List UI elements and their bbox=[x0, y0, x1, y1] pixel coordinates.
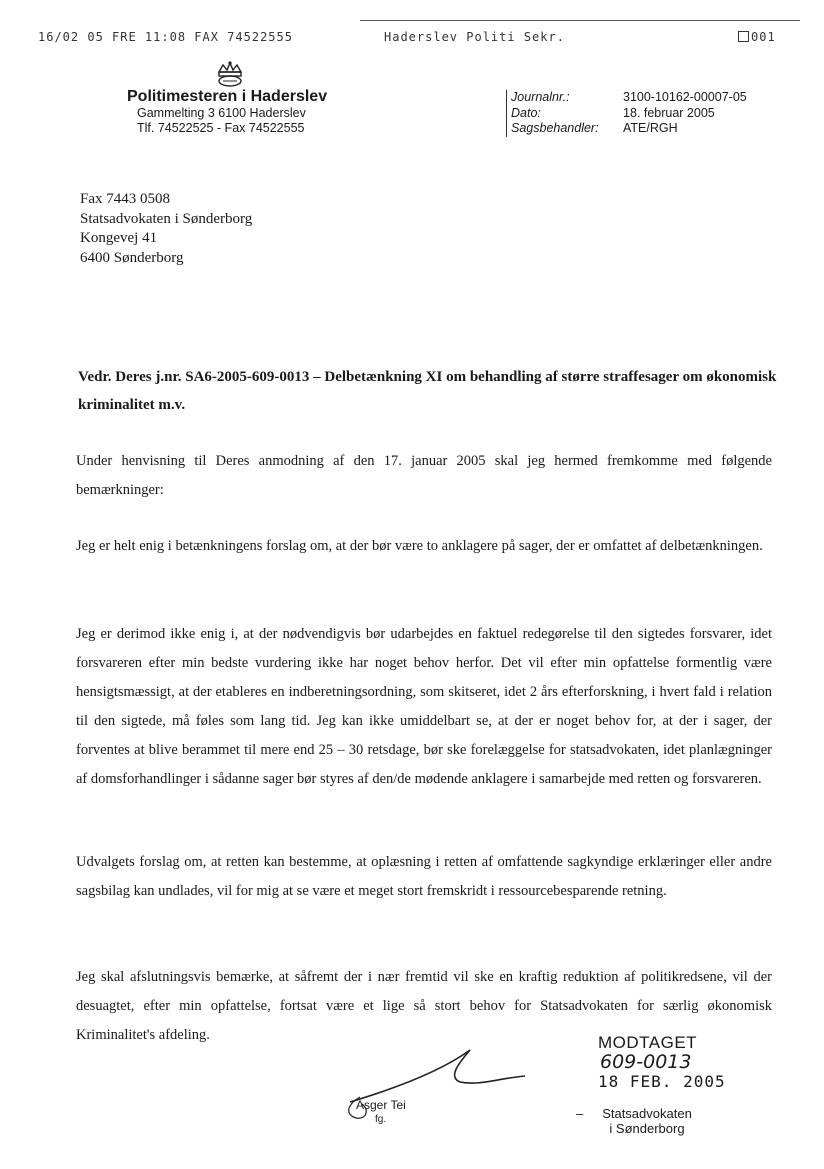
meta-label: Journalnr.: bbox=[511, 90, 570, 104]
sender-phone-fax: Tlf. 74522525 - Fax 74522555 bbox=[137, 121, 305, 135]
meta-row bbox=[511, 106, 801, 122]
meta-label: Dato: bbox=[511, 105, 541, 120]
fax-top-rule bbox=[360, 20, 800, 21]
meta-value: 3100-10162-00007-05 bbox=[623, 90, 747, 104]
meta-row bbox=[511, 90, 801, 106]
body-paragraph: Jeg skal afslutningsvis bemærke, at såfremt der i nær fremtid vil ske en kraftig reduktion af politikredsene, vil der desuagtet, efter min opfattelse, fortsat være et lige så stort behov for Statsadvokaten for særlig økonomisk Kriminalitet's afdeling. bbox=[76, 969, 772, 1043]
meta-row bbox=[511, 121, 801, 137]
stamp-dash: – bbox=[576, 1106, 584, 1121]
body-paragraph: Jeg er helt enig i betænkningens forslag om, at der bør være to anklagere på sager, der er omfattet af delbetænkningen. bbox=[76, 538, 763, 554]
stamp-date: 18 FEB. 2005 bbox=[598, 1072, 726, 1091]
page-box-icon bbox=[738, 31, 749, 42]
letter-subject: Vedr. Deres j.nr. SA6-2005-609-0013 – Delbetænkning XI om behandling af større straffesager om økonomisk kriminalitet m.v. bbox=[78, 369, 777, 413]
sender-name: Politimesteren i Haderslev bbox=[127, 88, 328, 105]
handwritten-signature bbox=[330, 1042, 530, 1132]
signature-sub: fg. bbox=[375, 1114, 387, 1125]
meta-value: ATE/RGH bbox=[623, 121, 678, 135]
stamp-office-line: Statsadvokaten bbox=[602, 1106, 692, 1121]
sender-block bbox=[127, 88, 332, 136]
stamp-title: MODTAGET bbox=[598, 1033, 698, 1052]
recipient-city: 6400 Sønderborg bbox=[80, 249, 184, 266]
stamp-office bbox=[592, 1106, 702, 1136]
fax-header bbox=[0, 26, 824, 46]
recipient-name: Statsadvokaten i Sønderborg bbox=[80, 210, 253, 227]
stamp-journal-number: 609-0013 bbox=[600, 1051, 692, 1073]
body-paragraph: Udvalgets forslag om, at retten kan bestemme, at oplæsning i retten af omfattende sagkyndige erklæringer eller andre sagsbilag kan undlades, vil for mig at se være et meget stort fremskridt i ressourcebesparende retning. bbox=[76, 854, 772, 899]
fax-page-number bbox=[738, 30, 776, 44]
recipient-fax: Fax 7443 0508 bbox=[80, 191, 170, 207]
body-paragraph: Jeg er derimod ikke enig i, at der nødvendigvis bør udarbejdes en faktuel redegørelse til den sigtedes forsvarer, idet forsvareren efter min bedste vurdering ikke har noget behov herfor. Det vil efter min opfattelse formentlig være hensigtsmæssigt, at der etableres en indberetningsordning, som skitseret, idet 2 års efterforskning, i hvert fald i relation til den sigtede, må føles som lang tid. Jeg kan ikke umiddelbart se, at der er noget behov for, at der i sager, der forventes at blive berammet til mere end 25 – 30 retsdage, bør ske forelæggelse for statsadvokaten, idet planlægninger af domsforhandlinger i sådanne sager bør styres af den/de mødende anklagere i samarbejde med retten og forsvareren. bbox=[76, 626, 772, 787]
stamp-office-line: i Sønderborg bbox=[609, 1121, 685, 1136]
meta-value: 18. februar 2005 bbox=[623, 105, 715, 120]
case-meta-block bbox=[506, 90, 801, 137]
signature-name: Asger Tei bbox=[356, 1098, 406, 1112]
meta-label: Sagsbehandler: bbox=[511, 121, 599, 135]
sender-address: Gammelting 3 6100 Haderslev bbox=[137, 106, 306, 120]
fax-sender-station: Haderslev Politi Sekr. bbox=[384, 30, 565, 44]
fax-transmission-info: 16/02 05 FRE 11:08 FAX 74522555 bbox=[38, 30, 293, 44]
recipient-street: Kongevej 41 bbox=[80, 230, 158, 246]
body-paragraph: Under henvisning til Deres anmodning af den 17. januar 2005 skal jeg hermed fremkomme med følgende bemærkninger: bbox=[76, 453, 772, 498]
fax-page-value: 001 bbox=[751, 30, 776, 44]
received-stamp bbox=[598, 1034, 738, 1092]
recipient-block bbox=[80, 190, 252, 268]
